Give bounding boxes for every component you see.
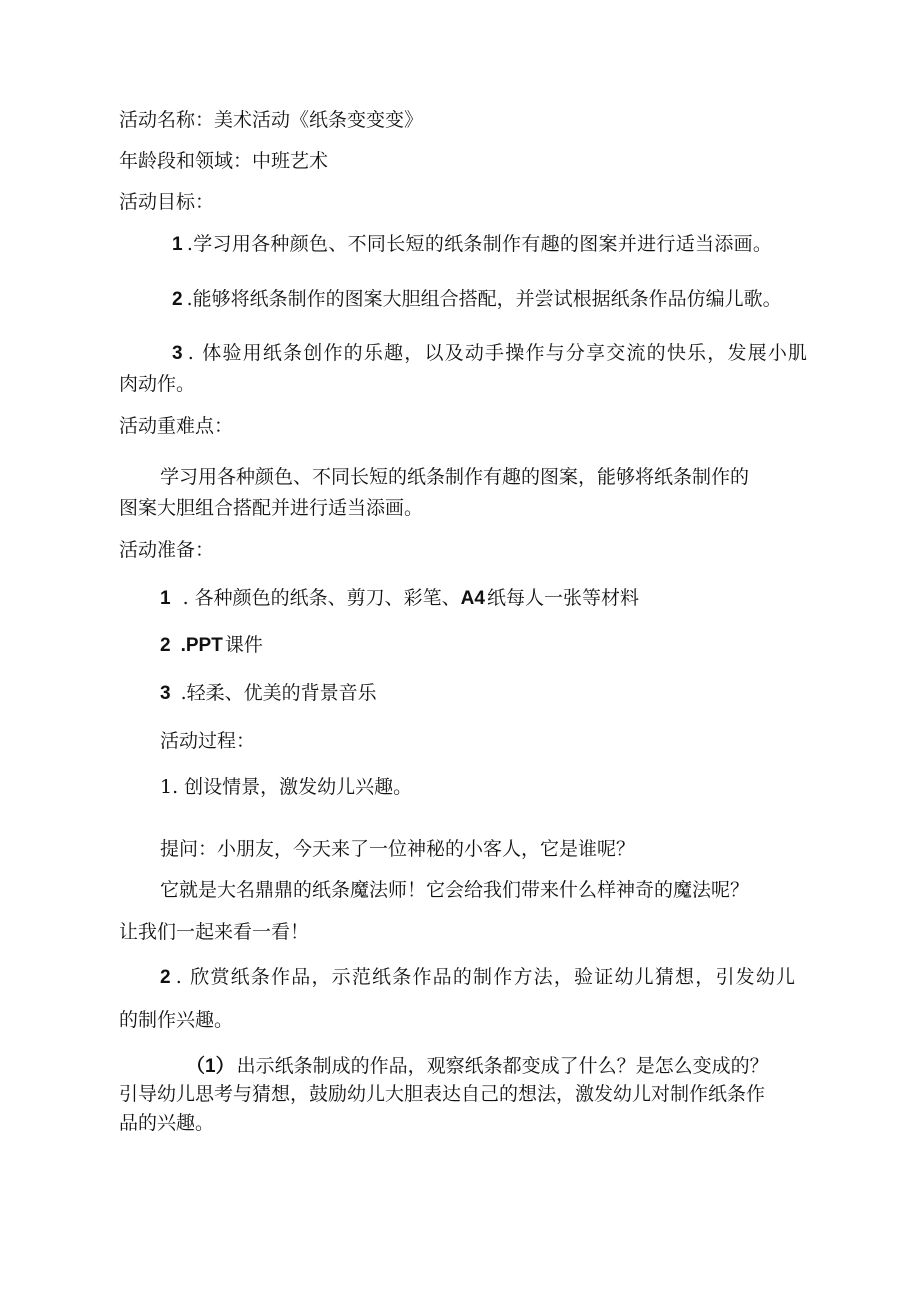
prep-text-2b: 课件: [224, 634, 263, 656]
goal-item-2: [172, 290, 782, 309]
prep-item-2: [160, 636, 263, 655]
process-magic-line2: 让我们一起来看一看！: [119, 921, 310, 943]
process-question: 提问：小朋友，今天来了一位神秘的小客人，它是谁呢？: [160, 838, 636, 860]
prep-text-1c: 纸每人一张等材料: [486, 587, 639, 609]
process-sub-1-line3: 品的兴趣。: [119, 1112, 215, 1134]
process-heading: 活动过程：: [160, 730, 256, 752]
process-step-1: 1. 创设情景，激发幼儿兴趣。: [160, 776, 413, 798]
goals-heading: 活动目标：: [119, 191, 215, 213]
goal-item-1: [172, 235, 772, 254]
activity-title: 活动名称：美术活动《纸条变变变》: [119, 109, 424, 131]
goal-number-3: 3: [172, 343, 184, 364]
prep-number-3: 3: [160, 683, 171, 704]
goal-text-3-line2: 肉动作。: [119, 373, 196, 395]
key-points-line2: 图案大胆组合搭配并进行适当添画。: [119, 497, 424, 519]
prep-number-2: 2: [160, 635, 171, 656]
prep-item-3: [160, 684, 377, 703]
prep-item-1: [160, 589, 639, 608]
process-step-2-line2: 的制作兴趣。: [119, 1009, 234, 1031]
age-and-domain: 年龄段和领域：中班艺术: [119, 150, 329, 172]
key-points-heading: 活动重难点：: [119, 415, 234, 437]
process-sub-1: [186, 1057, 769, 1076]
goal-number-1: 1: [172, 234, 183, 255]
key-points-line1: 学习用各种颜色、不同长短的纸条制作有趣的图案，能够将纸条制作的: [160, 466, 750, 488]
process-step-2-line1: . 欣赏纸条作品，示范纸条作品的制作方法，验证幼儿猜想，引发幼儿: [175, 966, 797, 988]
prep-text-3: .轻柔、优美的背景音乐: [180, 682, 377, 704]
preparation-heading: 活动准备：: [119, 539, 215, 561]
prep-number-1: 1: [160, 588, 171, 609]
prep-text-1b: A4: [460, 588, 485, 609]
goal-number-2: 2: [172, 289, 183, 310]
goal-text-1: .学习用各种颜色、不同长短的纸条制作有趣的图案并进行适当添画。: [186, 233, 773, 255]
goal-text-3-line1: . 体验用纸条创作的乐趣，以及动手操作与分享交流的快乐，发展小肌: [187, 342, 809, 364]
process-sub-1-number: （1）: [186, 1056, 235, 1077]
process-sub-1-line2: 引导幼儿思考与猜想，鼓励幼儿大胆表达自己的想法，激发幼儿对制作纸条作: [119, 1083, 766, 1105]
goal-text-2: .能够将纸条制作的图案大胆组合搭配，并尝试根据纸条作品仿编儿歌。: [186, 288, 782, 310]
prep-text-2a: .PPT: [180, 635, 223, 656]
goal-item-3: [172, 344, 808, 363]
prep-text-1a: . 各种颜色的纸条、剪刀、彩笔、: [182, 587, 461, 609]
process-magic-line1: 它就是大名鼎鼎的纸条魔法师！它会给我们带来什么样神奇的魔法呢？: [160, 879, 750, 901]
process-sub-1-line1: 出示纸条制成的作品，观察纸条都变成了什么？是怎么变成的？: [236, 1055, 769, 1077]
process-step-2-number: 2: [160, 967, 172, 988]
process-step-2: [160, 968, 796, 987]
